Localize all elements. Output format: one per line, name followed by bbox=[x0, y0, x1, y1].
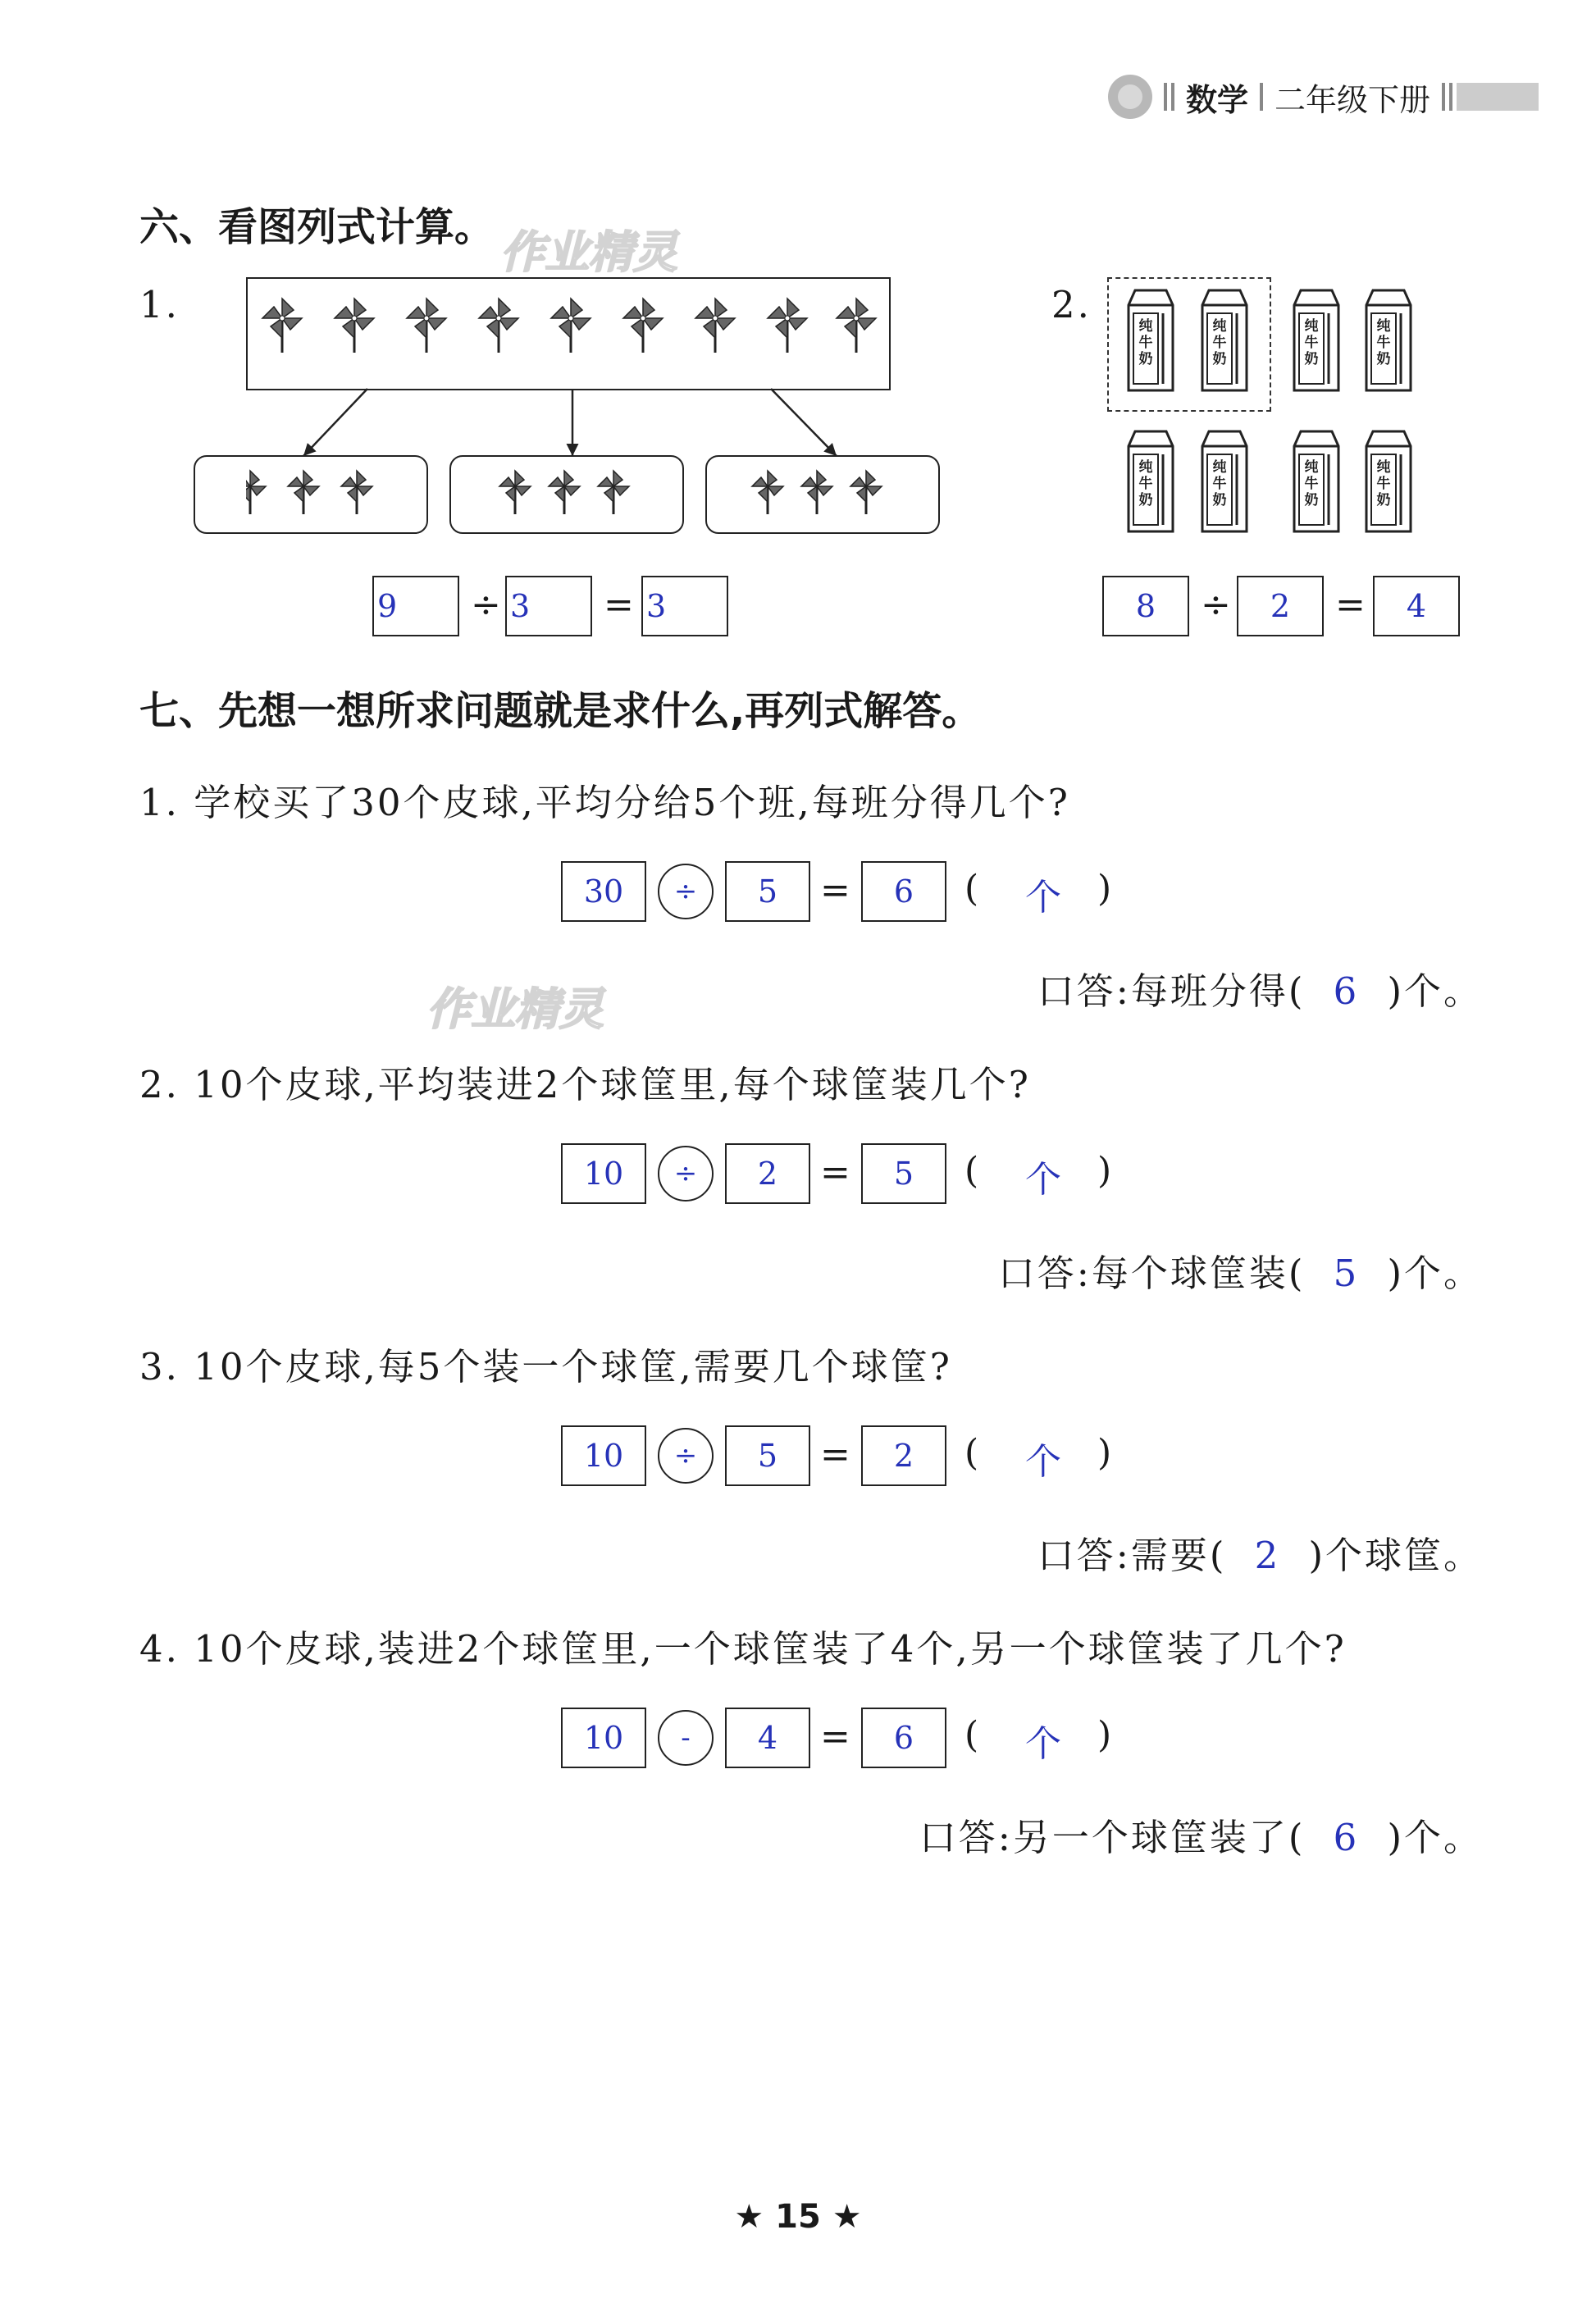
header-tail-bars bbox=[1442, 83, 1539, 111]
pinwheel-icon bbox=[407, 299, 446, 353]
q7-4-operator[interactable]: - bbox=[658, 1710, 714, 1766]
q6-2-label: 2. bbox=[1051, 283, 1092, 326]
q7-4-unit[interactable]: 个 bbox=[1025, 1723, 1061, 1765]
q7-4-answer bbox=[919, 1808, 1483, 1861]
carton-label: 纯牛奶 bbox=[1138, 318, 1153, 367]
q6-1-division-sign: ÷ bbox=[471, 584, 501, 626]
pinwheel-icon bbox=[551, 299, 591, 353]
q7-2-equals-sign: = bbox=[820, 1151, 850, 1193]
pinwheel-icon bbox=[262, 299, 302, 353]
q7-4-answer-prefix: 口答:另一个球筐装了( bbox=[919, 1816, 1306, 1859]
q7-3-paren-open: ( bbox=[964, 1432, 979, 1474]
watermark: 作业精灵 bbox=[500, 226, 677, 278]
pinwheel-icon bbox=[837, 299, 876, 353]
section-7-title: 七、先想一想所求问题就是求什么,再列式解答。 bbox=[139, 688, 982, 734]
q7-1-operand-b[interactable]: 5 bbox=[725, 861, 810, 922]
q7-3-equals-sign: = bbox=[820, 1434, 850, 1475]
q7-4-equals-sign: = bbox=[820, 1716, 850, 1758]
q7-4-paren-open: ( bbox=[964, 1714, 979, 1756]
q7-3-answer-value[interactable]: 2 bbox=[1254, 1534, 1281, 1577]
carton-label: 纯牛奶 bbox=[1304, 459, 1319, 508]
q7-3-answer-prefix: 口答:需要( bbox=[1037, 1534, 1227, 1577]
q7-4-operand-a[interactable]: 10 bbox=[561, 1708, 646, 1768]
q7-3-answer-suffix: )个球筐。 bbox=[1308, 1534, 1483, 1577]
q7-1-paren-close: ) bbox=[1097, 868, 1112, 910]
q7-3-operator[interactable]: ÷ bbox=[658, 1428, 714, 1484]
q6-1-equals-sign: = bbox=[604, 584, 634, 626]
q7-1-text: 1. 学校买了30个皮球,平均分给5个班,每班分得几个? bbox=[139, 781, 1070, 824]
carton-label: 纯牛奶 bbox=[1376, 459, 1391, 508]
q7-4-operand-b[interactable]: 4 bbox=[725, 1708, 810, 1768]
page-number: ★ 15 ★ bbox=[734, 2198, 862, 2236]
divider-bars bbox=[1164, 83, 1174, 111]
milk-carton-icon bbox=[1125, 430, 1176, 533]
carton-label: 纯牛奶 bbox=[1304, 318, 1319, 367]
q7-1-paren-open: ( bbox=[964, 868, 979, 910]
q7-3-unit[interactable]: 个 bbox=[1025, 1441, 1061, 1483]
arrow-left-icon bbox=[303, 389, 367, 456]
q7-2-result[interactable]: 5 bbox=[861, 1143, 946, 1204]
q7-2-answer-prefix: 口答:每个球筐装( bbox=[997, 1252, 1306, 1295]
section-6-title: 六、看图列式计算。 bbox=[139, 204, 495, 250]
pinwheel-icon bbox=[768, 299, 807, 353]
q6-2-result-box[interactable]: 4 bbox=[1373, 576, 1460, 636]
q7-2-answer bbox=[998, 1243, 1483, 1297]
q7-2-paren-close: ) bbox=[1097, 1150, 1112, 1192]
arrow-right-icon bbox=[771, 389, 837, 456]
milk-carton-icon bbox=[1199, 430, 1250, 533]
q7-1-operator[interactable]: ÷ bbox=[658, 864, 714, 919]
q7-2-text: 2. 10个皮球,平均装进2个球筐里,每个球筐装几个? bbox=[139, 1063, 1031, 1106]
q6-2-dividend-box[interactable]: 8 bbox=[1102, 576, 1189, 636]
q6-2-divisor-box[interactable]: 2 bbox=[1237, 576, 1324, 636]
q7-2-answer-suffix: )个。 bbox=[1387, 1252, 1483, 1295]
q6-2-equals-sign: = bbox=[1335, 584, 1366, 626]
sun-logo-icon bbox=[1108, 75, 1152, 119]
q7-2-operand-a[interactable]: 10 bbox=[561, 1143, 646, 1204]
q7-3-text: 3. 10个皮球,每5个装一个球筐,需要几个球筐? bbox=[139, 1345, 952, 1388]
q7-1-answer-suffix: )个。 bbox=[1387, 969, 1483, 1013]
milk-carton-icon bbox=[1125, 289, 1176, 392]
pinwheel-subgroup-frame bbox=[194, 455, 428, 534]
milk-carton-icon bbox=[1363, 430, 1414, 533]
watermark: 作业精灵 bbox=[426, 983, 604, 1035]
q7-2-unit[interactable]: 个 bbox=[1025, 1159, 1061, 1201]
milk-carton-icon bbox=[1291, 430, 1342, 533]
pinwheel-icon bbox=[623, 299, 663, 353]
page-header bbox=[1108, 72, 1539, 121]
q7-1-operand-a[interactable]: 30 bbox=[561, 861, 646, 922]
q7-1-answer-prefix: 口答:每班分得( bbox=[1037, 969, 1306, 1013]
header-subject: 数学 bbox=[1185, 81, 1248, 118]
pinwheel-subgroup-frame bbox=[449, 455, 684, 534]
q7-2-operand-b[interactable]: 2 bbox=[725, 1143, 810, 1204]
q6-2-division-sign: ÷ bbox=[1201, 584, 1231, 626]
q6-1-dividend-box[interactable]: 9 bbox=[372, 576, 459, 636]
q7-1-answer-value[interactable]: 6 bbox=[1333, 969, 1360, 1013]
pinwheel-subgroup-frame bbox=[705, 455, 940, 534]
q7-4-answer-suffix: )个。 bbox=[1387, 1816, 1483, 1859]
pinwheel-icon bbox=[479, 299, 518, 353]
q6-1-divisor-box[interactable]: 3 bbox=[505, 576, 592, 636]
header-grade: 二年级下册 bbox=[1274, 81, 1430, 118]
q7-2-answer-value[interactable]: 5 bbox=[1333, 1252, 1360, 1295]
divider-bar bbox=[1260, 83, 1263, 111]
q7-4-result[interactable]: 6 bbox=[861, 1708, 946, 1768]
q7-1-answer bbox=[1037, 961, 1483, 1015]
q7-4-answer-value[interactable]: 6 bbox=[1333, 1816, 1360, 1859]
q7-3-paren-close: ) bbox=[1097, 1432, 1112, 1474]
q7-3-operand-a[interactable]: 10 bbox=[561, 1425, 646, 1486]
milk-carton-icon bbox=[1291, 289, 1342, 392]
q7-1-equals-sign: = bbox=[820, 869, 850, 911]
q7-2-paren-open: ( bbox=[964, 1150, 979, 1192]
pinwheel-icon bbox=[335, 299, 374, 353]
q7-1-result[interactable]: 6 bbox=[861, 861, 946, 922]
carton-label: 纯牛奶 bbox=[1212, 318, 1227, 367]
q6-1-result-box[interactable]: 3 bbox=[641, 576, 728, 636]
milk-carton-icon bbox=[1363, 289, 1414, 392]
pinwheel-icon bbox=[695, 299, 735, 353]
q7-1-unit[interactable]: 个 bbox=[1025, 877, 1061, 919]
carton-label: 纯牛奶 bbox=[1376, 318, 1391, 367]
q7-3-answer bbox=[1037, 1525, 1483, 1579]
q7-3-operand-b[interactable]: 5 bbox=[725, 1425, 810, 1486]
q6-1-label: 1. bbox=[139, 283, 180, 326]
q7-4-paren-close: ) bbox=[1097, 1714, 1112, 1756]
q7-4-text: 4. 10个皮球,装进2个球筐里,一个球筐装了4个,另一个球筐装了几个? bbox=[139, 1627, 1347, 1671]
milk-carton-icon bbox=[1199, 289, 1250, 392]
carton-label: 纯牛奶 bbox=[1212, 459, 1227, 508]
carton-label: 纯牛奶 bbox=[1138, 459, 1153, 508]
q7-2-operator[interactable]: ÷ bbox=[658, 1146, 714, 1202]
q7-3-result[interactable]: 2 bbox=[861, 1425, 946, 1486]
